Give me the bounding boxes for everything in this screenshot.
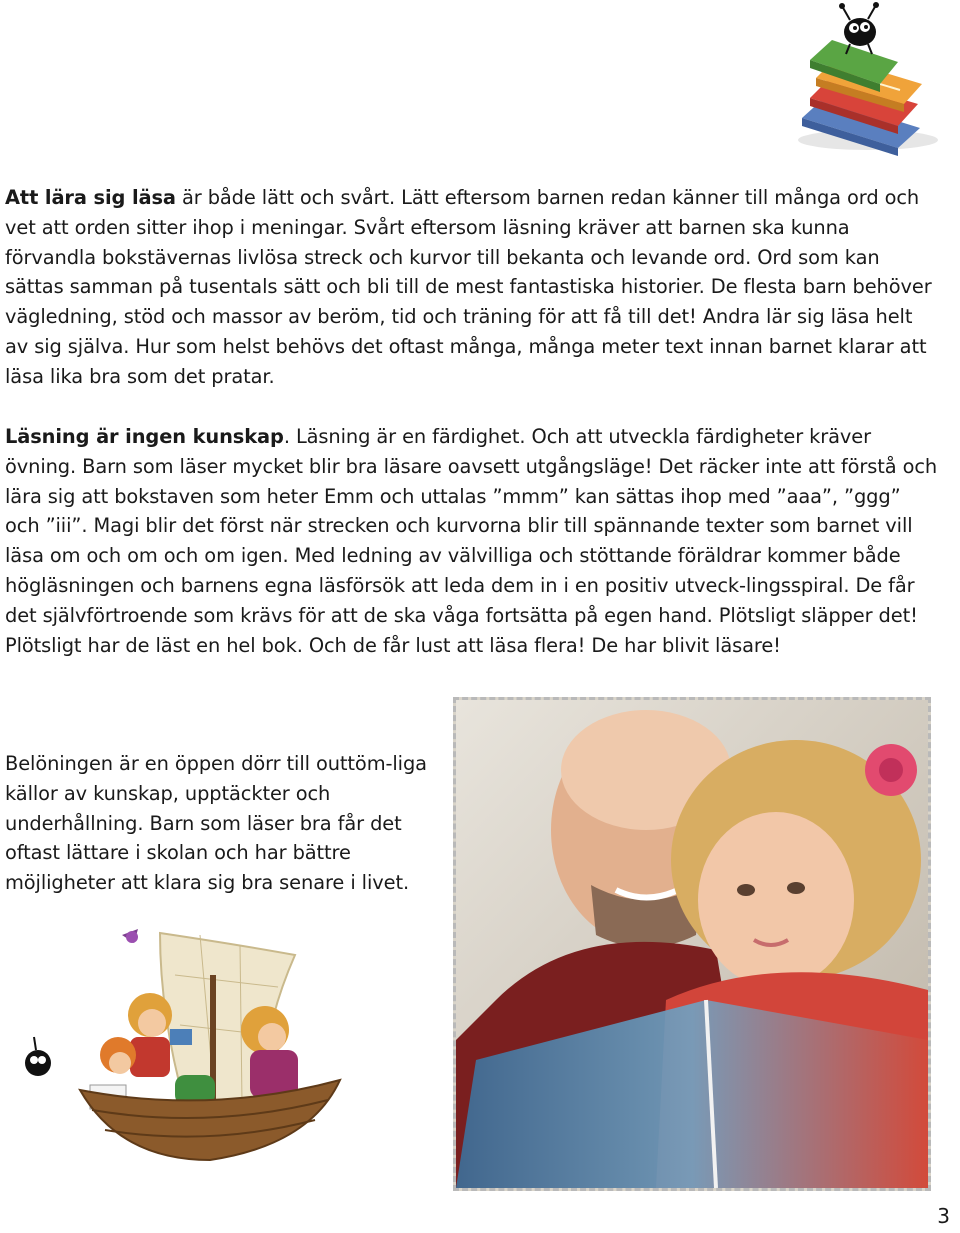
skill-text: . Läsning är en färdighet. Och att utveckla färdigheter kräver övning. Barn som läser mycket blir bra läsare oavsett utgångsläge! Det räcker inte att förstå och lära sig att bokstaven som heter Emm och uttalas ”mmm” kan sättas ihop med ”aaa”, ”ggg” och ”iii”. Magi blir det först när strecken och kurvorna blir till spännande texter som barnet vill läsa om och om och om igen. Med ledning av välvilliga och stöttande föräldrar kommer både högläsningen och barnens egna läsförsök att leda dem in i en positiv utveck-lingsspiral. De får det självförtroende som krävs för att de ska våga fortsätta på egen hand. Plötsligt släpper det! Plötsligt har de läst en hel bok. Och de får lust att läsa flera! De har blivit läsare!	[5, 425, 938, 657]
page-number: 3	[937, 1204, 950, 1228]
intro-text: är både lätt och svårt. Lätt eftersom barnen redan känner till många ord och vet att orden sitter ihop i meningar. Svårt eftersom läsning kräver att barnen ska kunna förvandla bokstävernas livlösa streck och kurvor till bekanta och levande ord. Ord som kan sättas samman på tusentals sätt och bli till de mest fantastiska historier. De flesta barn behöver vägledning, stöd och massor av beröm, tid och träning för att få till det! Andra lär sig läsa helt av sig själva. Hur som helst behövs det oftast många, många meter text innan barnet klarar att läsa lika bra som det pratar.	[5, 186, 932, 388]
reward-text: Belöningen är en öppen dörr till outtöm-liga källor av kunskap, upptäckter och underhållning. Barn som läser bra får det oftast lättare i skolan och har bättre möjligheter att klara sig bra senare i livet.	[5, 752, 427, 895]
intro-paragraph	[5, 183, 940, 392]
books-illustration	[780, 0, 950, 160]
boat-illustration	[10, 915, 355, 1165]
reward-paragraph	[5, 749, 445, 898]
intro-lead: Att lära sig läsa	[5, 186, 176, 209]
reading-photo	[453, 697, 931, 1191]
skill-lead: Läsning är ingen kunskap	[5, 425, 284, 448]
skill-paragraph	[5, 422, 940, 660]
